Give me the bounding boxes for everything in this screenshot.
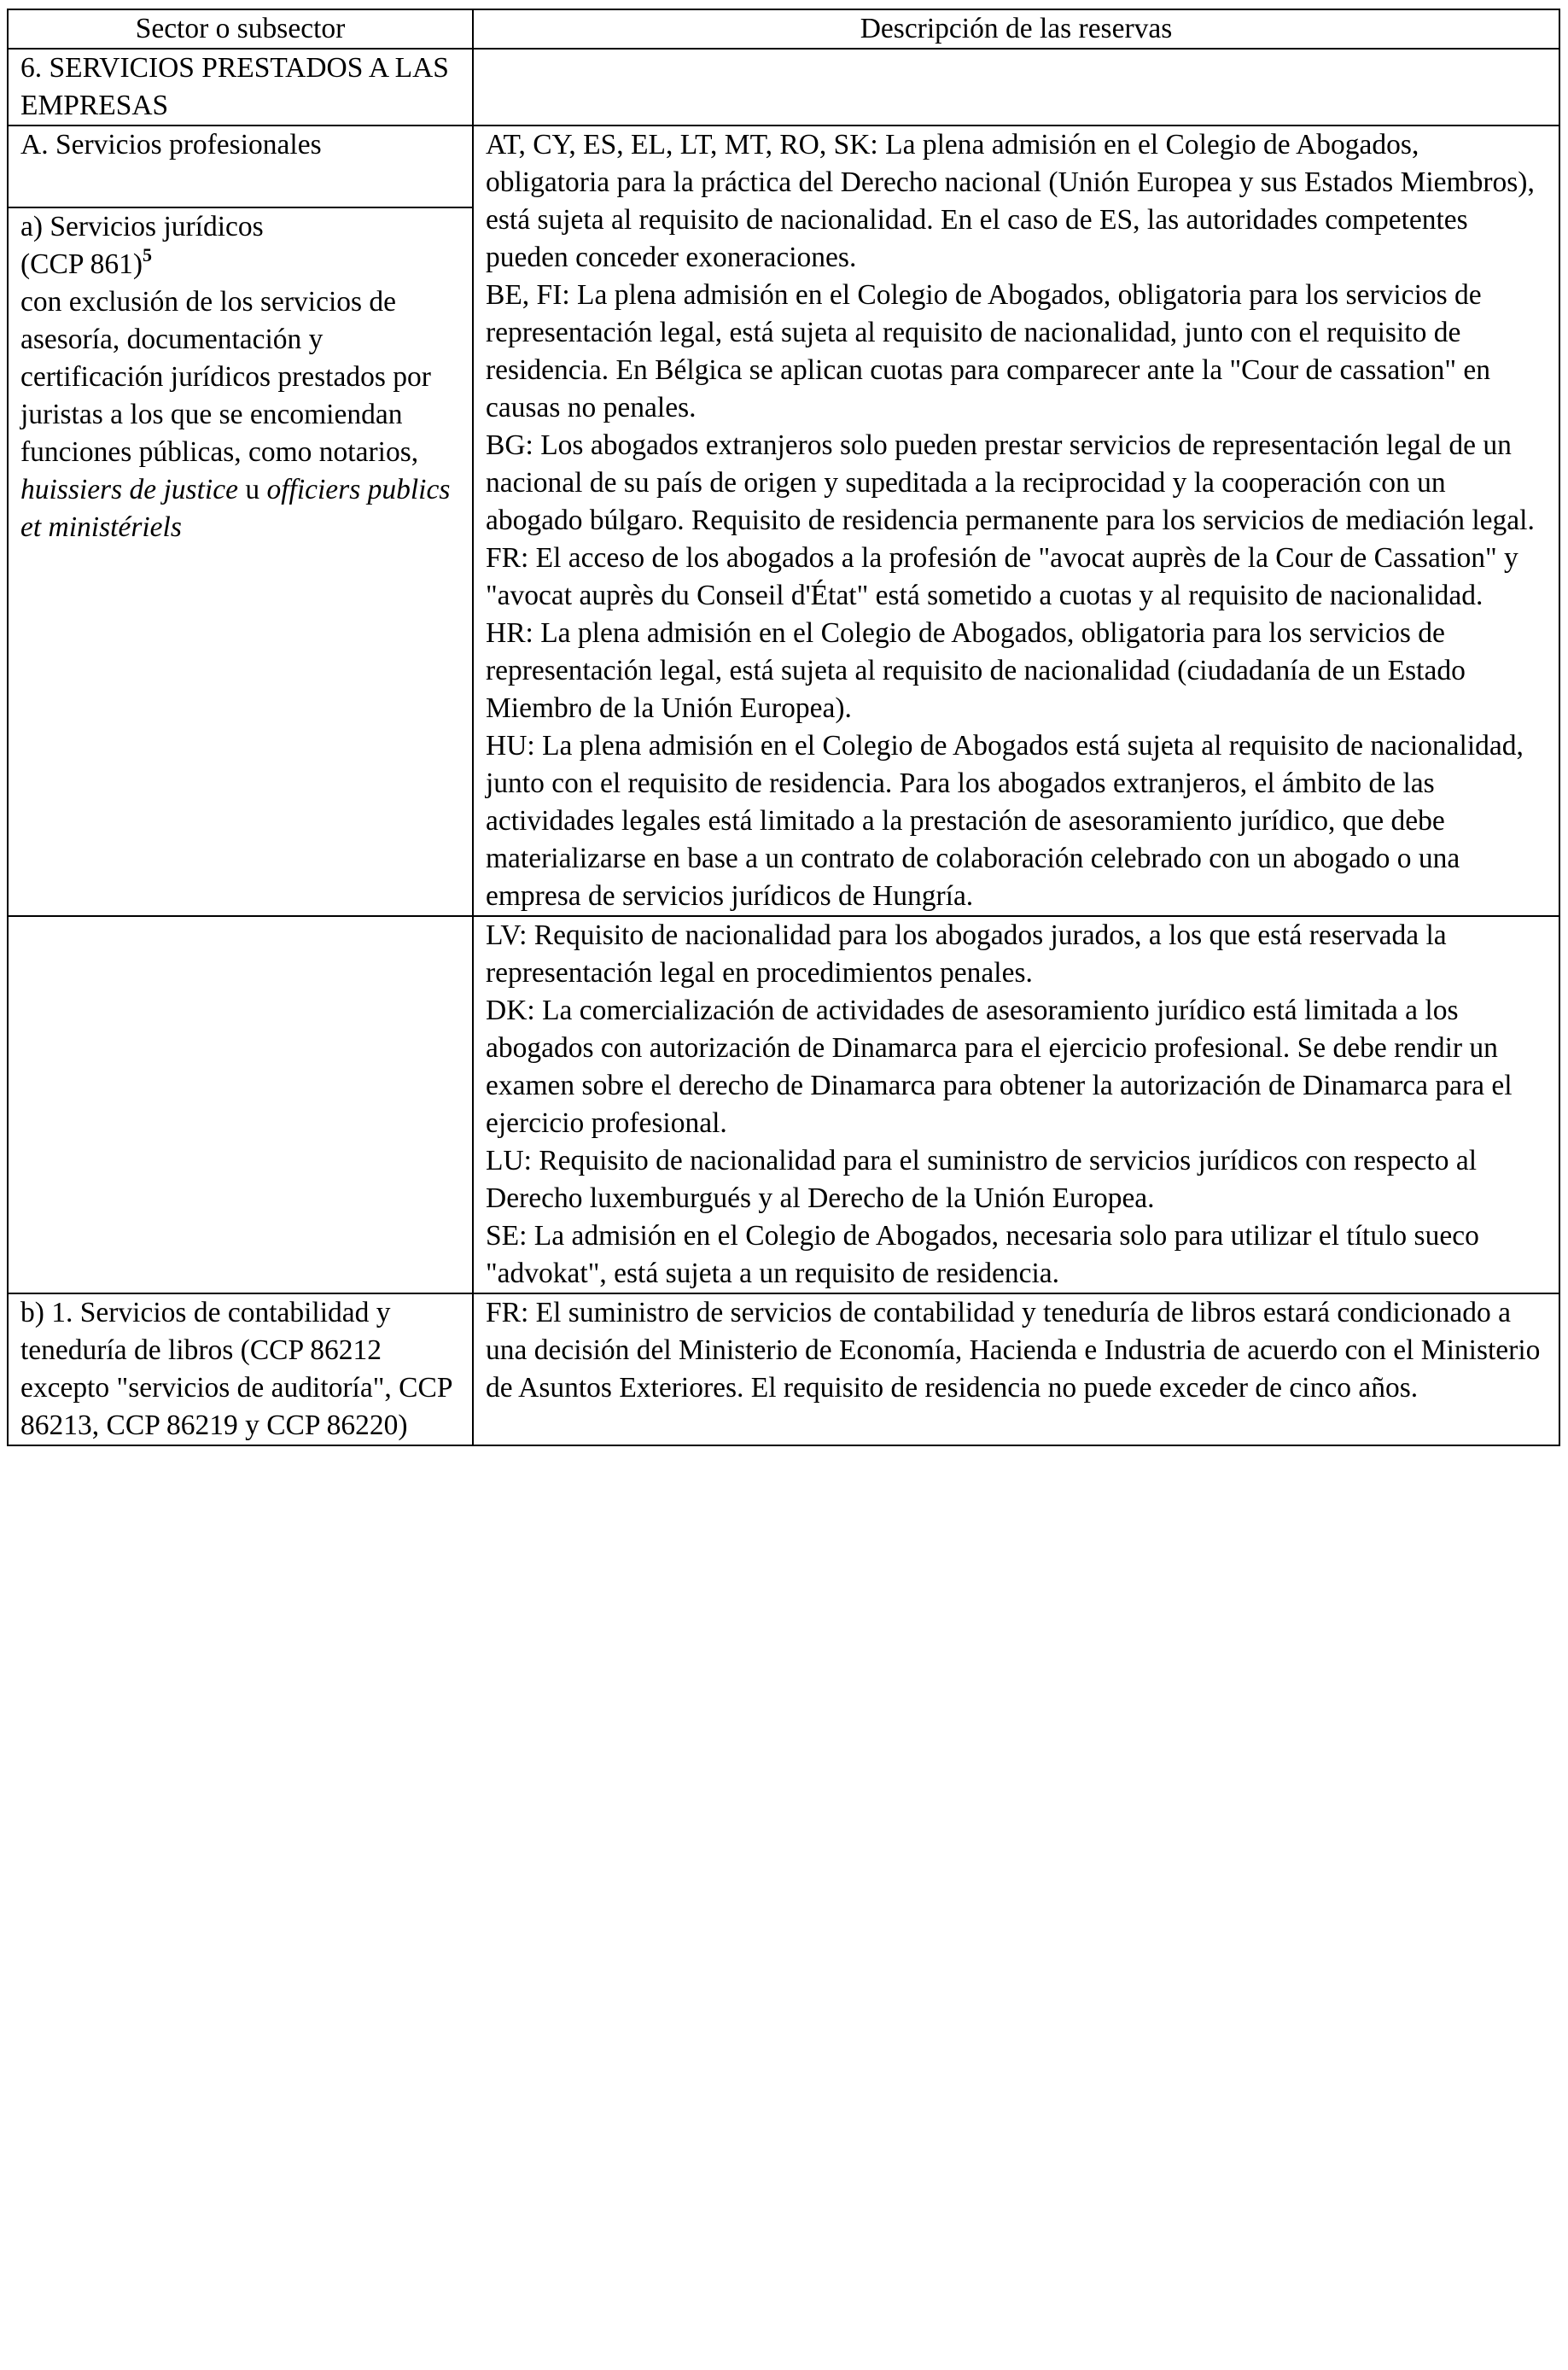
subsection-title: A. Servicios profesionales — [8, 126, 473, 207]
section-empty-cell — [473, 49, 1559, 126]
section-row — [8, 49, 1559, 126]
reservation-paragraph: LV: Requisito de nacionalidad para los abogados jurados, a los que está reservada la representación legal en procedimientos penales. — [486, 919, 1447, 989]
accounting-services-row — [8, 1293, 1559, 1445]
header-description: Descripción de las reservas — [473, 9, 1559, 49]
accounting-services-sector: b) 1. Servicios de contabilidad y teneduría de libros (CCP 86212 excepto "servicios de auditoría", CCP 86213, CCP 86219 y CCP 86220) — [8, 1293, 473, 1445]
subsection-row — [8, 126, 1559, 207]
reservation-paragraph: LU: Requisito de nacionalidad para el suministro de servicios jurídicos con respecto al Derecho luxemburgués y al Derecho de la Unión Europea. — [486, 1145, 1478, 1214]
sector-ccp — [20, 243, 460, 283]
legal-services-sector — [8, 207, 473, 916]
sector-title: a) Servicios jurídicos — [20, 210, 264, 242]
exclusion-italic-officiers: officiers publics et ministériels — [20, 473, 451, 543]
reservation-paragraph: AT, CY, ES, EL, LT, MT, RO, SK: La plena admisión en el Colegio de Abogados, obligatoria para la práctica del Derecho nacional (Unión Europea y sus Estados Miembros), está sujeta al requisito de nacionalidad. En el caso de ES, las autoridades competentes pueden conceder exoneraciones. — [486, 129, 1535, 273]
reservation-paragraph: BE, FI: La plena admisión en el Colegio de Abogados, obligatoria para los servicios de representación legal, está sujeta al requisito de nacionalidad, junto con el requisito de residencia. En Bélgica se aplican cuotas para comparecer ante la "Cour de cassation" en causas no penales. — [486, 279, 1490, 423]
ccp-code: (CCP 861) — [20, 248, 143, 280]
exclusion-text: con exclusión de los servicios de asesoría, documentación y certificación jurídicos prestados por juristas a los que se encomiendan funciones públicas, como notarios, — [20, 285, 431, 468]
accounting-services-reservations — [473, 1293, 1559, 1445]
exclusion-connector: u — [237, 473, 267, 505]
reservation-paragraph: HR: La plena admisión en el Colegio de Abogados, obligatoria para los servicios de representación legal, está sujeta al requisito de nacionalidad (ciudadanía de un Estado Miembro de la Unión Europea). — [486, 617, 1466, 724]
reservation-paragraph: DK: La comercialización de actividades de asesoramiento jurídico está limitada a los abogados con autorización de Dinamarca para el ejercicio profesional. Se debe rendir un examen sobre el derecho de Dinamarca para obtener la autorización de Dinamarca para el ejercicio profesional. — [486, 995, 1513, 1139]
footnote-marker: 5 — [143, 243, 153, 266]
exclusion-italic-huissiers: huissiers de justice — [20, 473, 238, 505]
section-title: 6. SERVICIOS PRESTADOS A LAS EMPRESAS — [8, 49, 473, 126]
reservation-paragraph: FR: El suministro de servicios de contabilidad y teneduría de libros estará condicionado a una decisión del Ministerio de Economía, Hacienda e Industria de acuerdo con el Ministerio de Asuntos Exteriores. El requisito de residencia no puede exceder de cinco años. — [486, 1297, 1541, 1404]
reservation-paragraph: FR: El acceso de los abogados a la profesión de "avocat auprès de la Cour de Cassation" y "avocat auprès du Conseil d'État" está sometido a cuotas y al requisito de nacionalidad. — [486, 542, 1518, 611]
reservation-paragraph: BG: Los abogados extranjeros solo pueden prestar servicios de representación legal de un nacional de su país de origen y supeditada a la reciprocidad y la cooperación con un abogado búlgaro. Requisito de residencia permanente para los servicios de mediación legal. — [486, 429, 1535, 536]
reservation-paragraph: SE: La admisión en el Colegio de Abogados, necesaria solo para utilizar el título sueco "advokat", está sujeta a un requisito de residencia. — [486, 1220, 1479, 1289]
header-row — [8, 9, 1559, 49]
legal-services-row-continued — [8, 916, 1559, 1293]
header-sector: Sector o subsector — [8, 9, 473, 49]
reservations-table — [7, 9, 1560, 1446]
legal-services-sector-empty — [8, 916, 473, 1293]
reservation-paragraph: HU: La plena admisión en el Colegio de Abogados está sujeta al requisito de nacionalidad, junto con el requisito de residencia. Para los abogados extranjeros, el ámbito de las actividades legales está limitado a la prestación de asesoramiento jurídico, que debe materializarse en base a un contrato de colaboración celebrado con un abogado o una empresa de servicios jurídicos de Hungría. — [486, 730, 1524, 912]
legal-services-reservations — [473, 126, 1559, 916]
legal-services-reservations-continued — [473, 916, 1559, 1293]
sector-exclusion — [20, 283, 460, 546]
